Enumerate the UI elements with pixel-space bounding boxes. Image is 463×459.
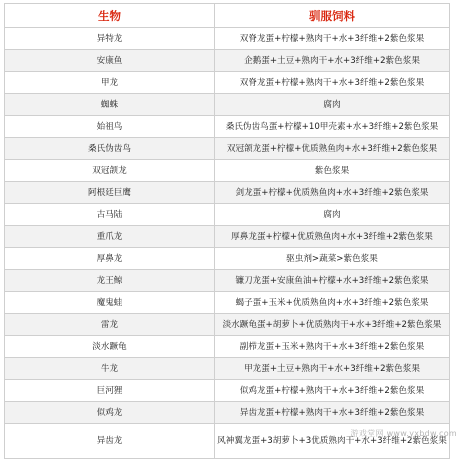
food-cell: 腐肉 — [215, 94, 450, 116]
creature-cell: 雷龙 — [5, 314, 215, 336]
creature-cell: 桑氏伪齿鸟 — [5, 138, 215, 160]
table-row — [5, 94, 450, 116]
table-row — [5, 358, 450, 380]
table-row — [5, 50, 450, 72]
food-cell: 副栉龙蛋+玉米+熟肉干+水+3纤维+2紫色浆果 — [215, 336, 450, 358]
food-cell: 企鹅蛋+土豆+熟肉干+水+3纤维+2紫色浆果 — [215, 50, 450, 72]
food-cell: 镰刀龙蛋+安康鱼油+柠檬+水+3纤维+2紫色浆果 — [215, 270, 450, 292]
creature-cell: 古马陆 — [5, 204, 215, 226]
table-row — [5, 402, 450, 424]
creature-cell: 异齿龙 — [5, 424, 215, 459]
creature-cell: 异特龙 — [5, 28, 215, 50]
food-cell: 甲龙蛋+土豆+熟肉干+水+3纤维+2紫色浆果 — [215, 358, 450, 380]
food-cell: 蝎子蛋+玉米+优质熟鱼肉+水+3纤维+2紫色浆果 — [215, 292, 450, 314]
header-row — [5, 4, 450, 28]
table-row — [5, 28, 450, 50]
table-row — [5, 182, 450, 204]
food-cell: 双冠颌龙蛋+柠檬+优质熟鱼肉+水+3纤维+2紫色浆果 — [215, 138, 450, 160]
creature-cell: 双冠颌龙 — [5, 160, 215, 182]
food-cell: 腐肉 — [215, 204, 450, 226]
table-row — [5, 204, 450, 226]
creature-cell: 甲龙 — [5, 72, 215, 94]
creature-cell: 似鸡龙 — [5, 402, 215, 424]
watermark: 游戏堂网 www.yxbdw.com — [350, 429, 457, 438]
creature-cell: 阿根廷巨鹰 — [5, 182, 215, 204]
creature-cell: 蜘蛛 — [5, 94, 215, 116]
taming-food-table — [4, 3, 450, 459]
creature-cell: 魔鬼蛙 — [5, 292, 215, 314]
table-row — [5, 336, 450, 358]
table-row — [5, 160, 450, 182]
creature-cell: 安康鱼 — [5, 50, 215, 72]
food-cell: 双脊龙蛋+柠檬+熟肉干+水+3纤维+2紫色浆果 — [215, 28, 450, 50]
food-cell: 风神翼龙蛋+3胡萝卜+3优质熟肉干+水+3纤维+2紫色浆果 — [215, 424, 450, 459]
food-cell: 桑氏伪齿鸟蛋+柠檬+10甲壳素+水+3纤维+2紫色浆果 — [215, 116, 450, 138]
food-cell: 似鸡龙蛋+柠檬+熟肉干+水+3纤维+2紫色浆果 — [215, 380, 450, 402]
table-row — [5, 226, 450, 248]
food-cell: 双脊龙蛋+柠檬+熟肉干+水+3纤维+2紫色浆果 — [215, 72, 450, 94]
table-row — [5, 248, 450, 270]
table-row — [5, 314, 450, 336]
food-cell: 驱虫剂>蔬菜>紫色浆果 — [215, 248, 450, 270]
table-row — [5, 116, 450, 138]
creature-cell: 重爪龙 — [5, 226, 215, 248]
table-body — [5, 28, 450, 459]
creature-cell: 龙王鲸 — [5, 270, 215, 292]
creature-cell: 淡水蹶龟 — [5, 336, 215, 358]
creature-cell: 始祖鸟 — [5, 116, 215, 138]
header-creature: 生物 — [5, 4, 215, 28]
food-cell: 剑龙蛋+柠檬+优质熟鱼肉+水+3纤维+2紫色浆果 — [215, 182, 450, 204]
table-row — [5, 138, 450, 160]
header-taming-food: 驯服饲料 — [215, 4, 450, 28]
table-row — [5, 72, 450, 94]
table-row — [5, 380, 450, 402]
food-cell: 紫色浆果 — [215, 160, 450, 182]
food-cell: 异齿龙蛋+柠檬+熟肉干+水+3纤维+2紫色浆果 — [215, 402, 450, 424]
creature-cell: 牛龙 — [5, 358, 215, 380]
table-header — [5, 4, 450, 28]
creature-cell: 厚鼻龙 — [5, 248, 215, 270]
food-cell: 淡水蹶龟蛋+胡萝卜+优质熟肉干+水+3纤维+2紫色浆果 — [215, 314, 450, 336]
table-row — [5, 292, 450, 314]
creature-cell: 巨河狸 — [5, 380, 215, 402]
food-cell: 厚鼻龙蛋+柠檬+优质熟鱼肉+水+3纤维+2紫色浆果 — [215, 226, 450, 248]
table-row — [5, 270, 450, 292]
